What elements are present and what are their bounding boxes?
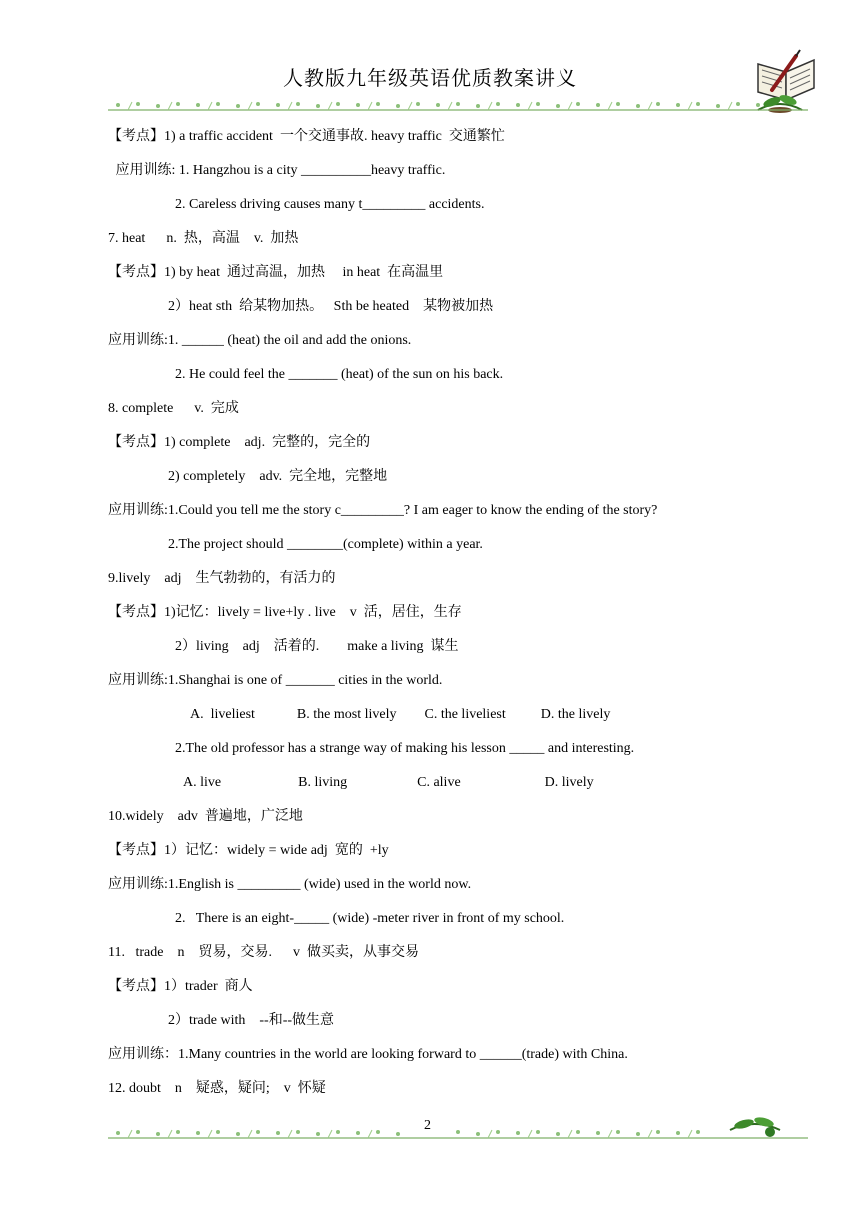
text-line: 应用训练:1.Could you tell me the story c_________? I am eager to know the ending of the story? (108, 503, 658, 518)
text-line: 10.widely adv 普遍地，广泛地 (108, 809, 303, 824)
text-line: 11. trade n 贸易，交易. v 做买卖，从事交易 (108, 945, 419, 960)
text-line: 应用训练:1.English is _________ (wide) used in the world now. (108, 877, 472, 892)
text-line: 2）heat sth 给某物加热。 Sth be heated 某物被加热 (168, 299, 494, 314)
text-line: 2.The project should ________(complete) within a year. (168, 537, 483, 552)
text-line: 【考点】1)记忆：lively = live+ly . live v 活，居住，生存 (108, 605, 462, 620)
text-line: 应用训练: 1. Hangzhou is a city __________heavy traffic. (112, 163, 446, 178)
leaf-sprout-icon (726, 1112, 784, 1140)
page-title: 人教版九年级英语优质教案讲义 (283, 66, 577, 90)
text-line: 8. complete v. 完成 (108, 401, 239, 416)
text-line: 【考点】1）trader 商人 (108, 979, 253, 994)
text-line: 2）trade with --和--做生意 (168, 1013, 335, 1028)
text-line: 【考点】1) complete adj. 完整的，完全的 (108, 435, 371, 450)
page-number: 2 (424, 1118, 431, 1133)
text-line: 【考点】1) a traffic accident 一个交通事故. heavy traffic 交通繁忙 (108, 129, 505, 144)
text-line: 应用训练:1.Shanghai is one of _______ cities in the world. (108, 673, 443, 688)
vine-border-top (108, 98, 808, 116)
text-line: 2）living adj 活着的. make a living 谋生 (175, 639, 459, 654)
text-line: A. live B. living C. alive D. lively (183, 775, 594, 790)
text-line: A. liveliest B. the most lively C. the liveliest D. the lively (190, 707, 611, 722)
text-line: 2.The old professor has a strange way of making his lesson _____ and interesting. (175, 741, 635, 756)
text-line: 12. doubt n 疑惑，疑问; v 怀疑 (108, 1081, 326, 1096)
text-line: 应用训练：1.Many countries in the world are looking forward to ______(trade) with China. (108, 1047, 628, 1062)
text-line: 2. There is an eight-_____ (wide) -meter river in front of my school. (175, 911, 565, 926)
text-line: 应用训练:1. ______ (heat) the oil and add the onions. (108, 333, 412, 348)
text-line: 2. He could feel the _______ (heat) of the sun on his back. (175, 367, 504, 382)
vine-border-bottom (108, 1126, 808, 1144)
text-line: 9.lively adj 生气勃勃的，有活力的 (108, 571, 336, 586)
text-line: 7. heat n. 热，高温 v. 加热 (108, 231, 299, 246)
text-line: 2) completely adv. 完全地，完整地 (168, 469, 388, 484)
text-line: 2. Careless driving causes many t_________ accidents. (175, 197, 485, 212)
text-line: 【考点】1) by heat 通过高温，加热 in heat 在高温里 (108, 265, 444, 280)
text-line: 【考点】1）记忆：widely = wide adj 宽的 +ly (108, 843, 389, 858)
